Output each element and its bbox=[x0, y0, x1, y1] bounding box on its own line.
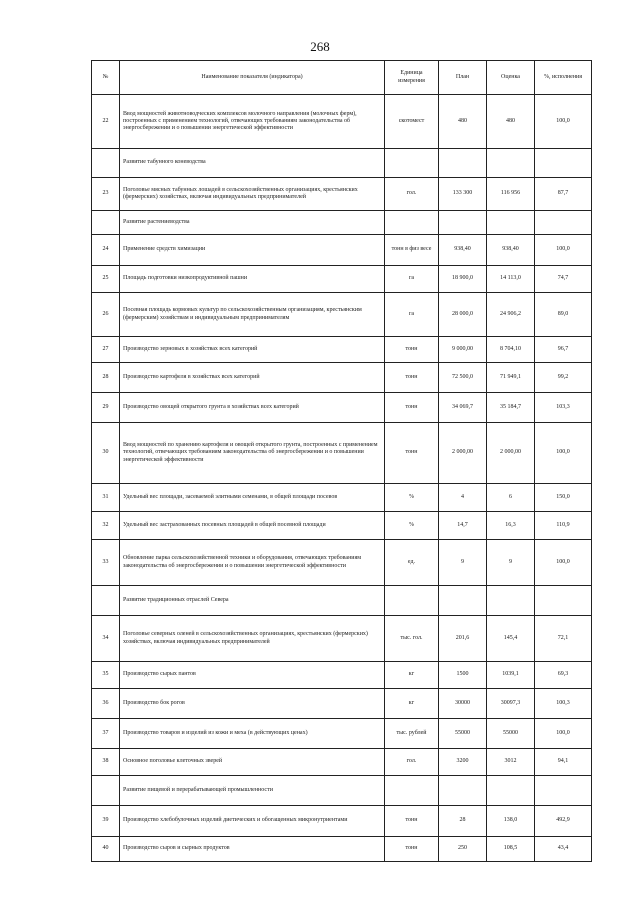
cell-unit: тонн bbox=[385, 337, 439, 363]
cell-plan: 28 bbox=[439, 806, 487, 837]
section-plan-cell bbox=[439, 149, 487, 178]
table-row bbox=[92, 178, 592, 211]
cell-plan: 18 900,0 bbox=[439, 266, 487, 293]
cell-plan: 2 000,00 bbox=[439, 423, 487, 484]
header-unit: Единица измерения bbox=[385, 61, 439, 95]
cell-unit: га bbox=[385, 293, 439, 337]
cell-unit: тонн bbox=[385, 423, 439, 484]
section-title: Развитие традиционных отраслей Севера bbox=[120, 586, 385, 616]
cell-plan: 938,40 bbox=[439, 235, 487, 266]
table-row bbox=[92, 235, 592, 266]
cell-unit: гол. bbox=[385, 749, 439, 776]
cell-percent: 69,3 bbox=[535, 662, 592, 689]
table-row bbox=[92, 266, 592, 293]
section-estimate-cell bbox=[487, 211, 535, 235]
table-row bbox=[92, 689, 592, 719]
cell-plan: 3200 bbox=[439, 749, 487, 776]
cell-num: 27 bbox=[92, 337, 120, 363]
table-row bbox=[92, 540, 592, 586]
cell-estimate: 8 704,10 bbox=[487, 337, 535, 363]
cell-name: Производство товаров и изделий из кожи и меха (в действующих ценах) bbox=[120, 719, 385, 749]
cell-plan: 72 500,0 bbox=[439, 363, 487, 393]
cell-percent: 89,0 bbox=[535, 293, 592, 337]
cell-estimate: 6 bbox=[487, 484, 535, 512]
cell-unit: тонн bbox=[385, 806, 439, 837]
cell-unit: % bbox=[385, 484, 439, 512]
cell-percent: 100,0 bbox=[535, 95, 592, 149]
cell-num: 22 bbox=[92, 95, 120, 149]
cell-num: 38 bbox=[92, 749, 120, 776]
indicators-table bbox=[91, 60, 592, 862]
table-row bbox=[92, 512, 592, 540]
cell-percent: 96,7 bbox=[535, 337, 592, 363]
cell-percent: 94,1 bbox=[535, 749, 592, 776]
cell-estimate: 116 956 bbox=[487, 178, 535, 211]
cell-name: Удельный вес площади, засеваемой элитными семенами, в общей площади посевов bbox=[120, 484, 385, 512]
cell-plan: 14,7 bbox=[439, 512, 487, 540]
header-plan: План bbox=[439, 61, 487, 95]
cell-num: 35 bbox=[92, 662, 120, 689]
table-row bbox=[92, 337, 592, 363]
cell-estimate: 480 bbox=[487, 95, 535, 149]
cell-unit: тыс. гол. bbox=[385, 616, 439, 662]
cell-percent: 72,1 bbox=[535, 616, 592, 662]
cell-percent: 74,7 bbox=[535, 266, 592, 293]
section-title: Развитие пищевой и перерабатывающей промышленности bbox=[120, 776, 385, 806]
cell-num: 37 bbox=[92, 719, 120, 749]
section-row bbox=[92, 149, 592, 178]
cell-percent: 492,9 bbox=[535, 806, 592, 837]
cell-estimate: 138,0 bbox=[487, 806, 535, 837]
cell-plan: 28 000,0 bbox=[439, 293, 487, 337]
cell-name: Посевная площадь кормовых культур по сельскохозяйственным организациям, крестьянским (фермерским) хозяйствам и индивидуальным предпринимателям bbox=[120, 293, 385, 337]
header-name: Наименование показателя (индикатора) bbox=[120, 61, 385, 95]
cell-num: 31 bbox=[92, 484, 120, 512]
header-num: № bbox=[92, 61, 120, 95]
cell-unit: кг bbox=[385, 689, 439, 719]
section-title: Развитие растениеводства bbox=[120, 211, 385, 235]
cell-plan: 34 069,7 bbox=[439, 393, 487, 423]
cell-percent: 100,3 bbox=[535, 689, 592, 719]
section-unit-cell bbox=[385, 149, 439, 178]
table-row bbox=[92, 393, 592, 423]
cell-percent: 87,7 bbox=[535, 178, 592, 211]
cell-plan: 9 bbox=[439, 540, 487, 586]
section-percent-cell bbox=[535, 776, 592, 806]
section-num-cell bbox=[92, 776, 120, 806]
cell-num: 33 bbox=[92, 540, 120, 586]
cell-unit: % bbox=[385, 512, 439, 540]
section-percent-cell bbox=[535, 211, 592, 235]
cell-name: Производство хлебобулочных изделий диетических и обогащенных микронутриентами bbox=[120, 806, 385, 837]
cell-percent: 100,0 bbox=[535, 540, 592, 586]
cell-estimate: 145,4 bbox=[487, 616, 535, 662]
table-row bbox=[92, 484, 592, 512]
section-title: Развитие табунного коневодства bbox=[120, 149, 385, 178]
section-percent-cell bbox=[535, 149, 592, 178]
cell-estimate: 16,3 bbox=[487, 512, 535, 540]
cell-unit: га bbox=[385, 266, 439, 293]
cell-percent: 150,0 bbox=[535, 484, 592, 512]
cell-plan: 250 bbox=[439, 837, 487, 862]
table-row bbox=[92, 719, 592, 749]
cell-name: Основное поголовье клеточных зверей bbox=[120, 749, 385, 776]
section-row bbox=[92, 586, 592, 616]
cell-estimate: 35 184,7 bbox=[487, 393, 535, 423]
cell-estimate: 71 949,1 bbox=[487, 363, 535, 393]
cell-percent: 103,3 bbox=[535, 393, 592, 423]
section-row bbox=[92, 776, 592, 806]
cell-name: Поголовье мясных табунных лошадей в сельскохозяйственных организациях, крестьянских (фермерских) хозяйствах, включая индивидуальных предпринимателей bbox=[120, 178, 385, 211]
section-plan-cell bbox=[439, 776, 487, 806]
table-body bbox=[92, 95, 592, 862]
cell-estimate: 55000 bbox=[487, 719, 535, 749]
section-estimate-cell bbox=[487, 149, 535, 178]
cell-plan: 1500 bbox=[439, 662, 487, 689]
table-row bbox=[92, 293, 592, 337]
cell-unit: гол. bbox=[385, 178, 439, 211]
cell-estimate: 9 bbox=[487, 540, 535, 586]
section-plan-cell bbox=[439, 211, 487, 235]
cell-name: Производство зерновых в хозяйствах всех категорий bbox=[120, 337, 385, 363]
cell-num: 40 bbox=[92, 837, 120, 862]
cell-num: 29 bbox=[92, 393, 120, 423]
table-row bbox=[92, 749, 592, 776]
table-row bbox=[92, 95, 592, 149]
cell-plan: 30000 bbox=[439, 689, 487, 719]
section-estimate-cell bbox=[487, 776, 535, 806]
cell-percent: 100,0 bbox=[535, 719, 592, 749]
cell-percent: 110,9 bbox=[535, 512, 592, 540]
cell-percent: 99,2 bbox=[535, 363, 592, 393]
cell-unit: тонн в физ весе bbox=[385, 235, 439, 266]
cell-estimate: 108,5 bbox=[487, 837, 535, 862]
cell-num: 24 bbox=[92, 235, 120, 266]
cell-name: Производство картофеля в хозяйствах всех категорий bbox=[120, 363, 385, 393]
cell-name: Производство овощей открытого грунта в хозяйствах всех категорий bbox=[120, 393, 385, 423]
header-percent: %, исполнения bbox=[535, 61, 592, 95]
cell-num: 32 bbox=[92, 512, 120, 540]
cell-plan: 9 000,00 bbox=[439, 337, 487, 363]
cell-estimate: 1039,1 bbox=[487, 662, 535, 689]
cell-plan: 201,6 bbox=[439, 616, 487, 662]
cell-unit: ед. bbox=[385, 540, 439, 586]
section-row bbox=[92, 211, 592, 235]
table-row bbox=[92, 806, 592, 837]
cell-estimate: 938,40 bbox=[487, 235, 535, 266]
section-num-cell bbox=[92, 586, 120, 616]
cell-plan: 4 bbox=[439, 484, 487, 512]
cell-estimate: 30097,3 bbox=[487, 689, 535, 719]
cell-estimate: 14 113,0 bbox=[487, 266, 535, 293]
cell-estimate: 3012 bbox=[487, 749, 535, 776]
cell-name: Производство сырых пантов bbox=[120, 662, 385, 689]
cell-plan: 480 bbox=[439, 95, 487, 149]
cell-num: 26 bbox=[92, 293, 120, 337]
section-num-cell bbox=[92, 149, 120, 178]
cell-num: 23 bbox=[92, 178, 120, 211]
cell-unit: кг bbox=[385, 662, 439, 689]
cell-name: Ввод мощностей животноводческих комплексов молочного направления (молочных ферм), построенных с применением технологий, отвечающих требованиям законодательства об энергосбережении и о повышении энергетической эффективности bbox=[120, 95, 385, 149]
table-row bbox=[92, 423, 592, 484]
header-estimate: Оценка bbox=[487, 61, 535, 95]
section-unit-cell bbox=[385, 211, 439, 235]
table-row bbox=[92, 616, 592, 662]
section-unit-cell bbox=[385, 776, 439, 806]
section-unit-cell bbox=[385, 586, 439, 616]
cell-name: Производство бок рогов bbox=[120, 689, 385, 719]
cell-estimate: 2 000,00 bbox=[487, 423, 535, 484]
table-row bbox=[92, 662, 592, 689]
cell-name: Удельный вес застрахованных посевных площадей в общей посевной площади bbox=[120, 512, 385, 540]
cell-unit: тонн bbox=[385, 837, 439, 862]
cell-estimate: 24 906,2 bbox=[487, 293, 535, 337]
cell-name: Ввод мощностей по хранению картофеля и овощей открытого грунта, построенных с применением технологий, отвечающих требованиям законодательства об энергосбережении и о повышении энергетической эффективности bbox=[120, 423, 385, 484]
cell-name: Площадь подготовки низкопродуктивной пашни bbox=[120, 266, 385, 293]
cell-name: Поголовье северных оленей в сельскохозяйственных организациях, крестьянских (фермерских) хозяйствах, включая индивидуальных предпринимателей bbox=[120, 616, 385, 662]
page-number: 268 bbox=[310, 39, 330, 54]
cell-num: 39 bbox=[92, 806, 120, 837]
cell-name: Обновление парка сельскохозяйственной техники и оборудования, отвечающих требованиям законодательства об энергосбережении и о повышении энергетической эффективности bbox=[120, 540, 385, 586]
cell-unit: скотомест bbox=[385, 95, 439, 149]
cell-unit: тонн bbox=[385, 363, 439, 393]
section-num-cell bbox=[92, 211, 120, 235]
header-row bbox=[92, 61, 592, 95]
cell-percent: 100,0 bbox=[535, 423, 592, 484]
cell-unit: тыс. рублей bbox=[385, 719, 439, 749]
cell-percent: 43,4 bbox=[535, 837, 592, 862]
cell-name: Производство сыров и сырных продуктов bbox=[120, 837, 385, 862]
section-plan-cell bbox=[439, 586, 487, 616]
cell-num: 36 bbox=[92, 689, 120, 719]
cell-num: 25 bbox=[92, 266, 120, 293]
table-header bbox=[92, 61, 592, 95]
cell-name: Применение средств химизации bbox=[120, 235, 385, 266]
section-estimate-cell bbox=[487, 586, 535, 616]
cell-num: 34 bbox=[92, 616, 120, 662]
table-row bbox=[92, 363, 592, 393]
cell-unit: тонн bbox=[385, 393, 439, 423]
cell-plan: 55000 bbox=[439, 719, 487, 749]
cell-percent: 100,0 bbox=[535, 235, 592, 266]
table-row bbox=[92, 837, 592, 862]
cell-num: 30 bbox=[92, 423, 120, 484]
cell-num: 28 bbox=[92, 363, 120, 393]
section-percent-cell bbox=[535, 586, 592, 616]
cell-plan: 133 300 bbox=[439, 178, 487, 211]
